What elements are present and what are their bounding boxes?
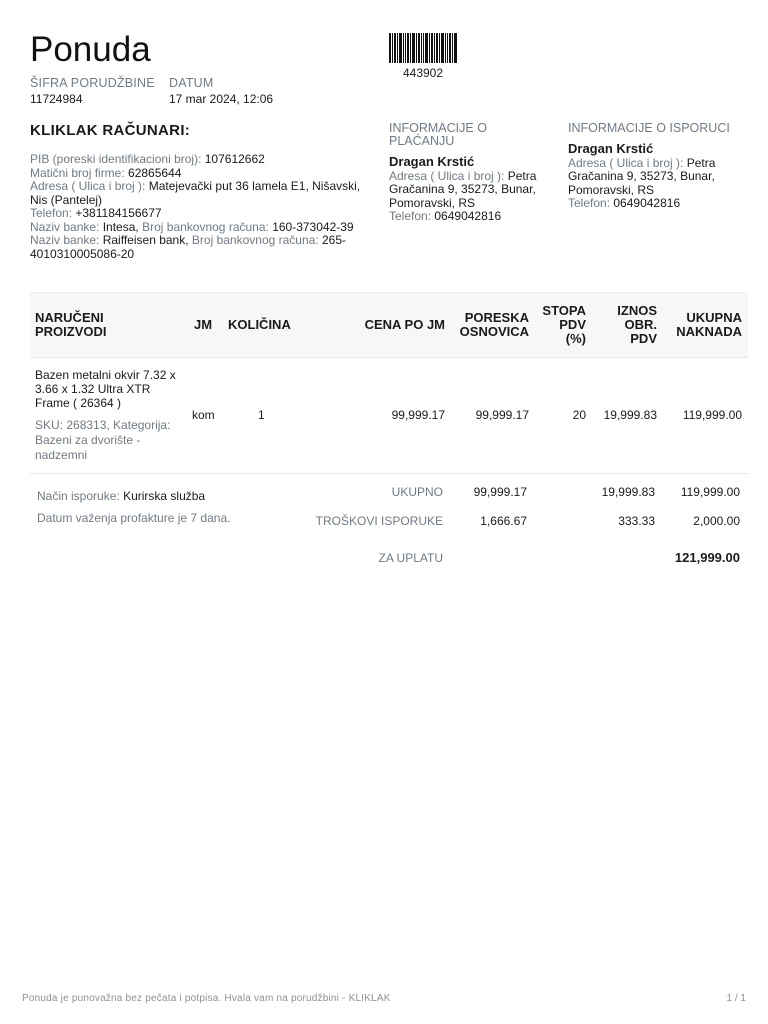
shipping-vat: 333.33: [618, 514, 655, 528]
table-header: [30, 292, 748, 358]
shipping-base: 1,666.67: [480, 514, 527, 528]
row-product-sku: SKU: 268313, Kategorija: Bazeni za dvorište - nadzemni: [35, 418, 171, 462]
seller-phone: Telefon: +381184156677: [30, 206, 162, 220]
seller-name: KLIKLAK RAČUNARI:: [30, 122, 191, 139]
order-code-label: ŠIFRA PORUDŽBINE: [30, 76, 155, 90]
col-header-unit: JM: [194, 317, 213, 332]
delivery-info: [568, 122, 733, 211]
total-base: 99,999.17: [473, 485, 527, 499]
seller-bank-2: Naziv banke: Raiffeisen bank, Broj bankovnog računa: 265-4010310005086-20: [30, 233, 347, 261]
delivery-heading: INFORMACIJE O ISPORUCI: [568, 121, 730, 135]
payable-label: ZA UPLATU: [378, 551, 443, 565]
total-sum: 119,999.00: [680, 485, 740, 499]
total-label: UKUPNO: [391, 485, 443, 499]
seller-pib: PIB (poreski identifikacioni broj): 107612662: [30, 152, 265, 166]
col-header-product: NARUČENI PROIZVODI: [35, 310, 107, 339]
row-qty: 1: [258, 408, 265, 422]
row-product-name: Bazen metalni okvir 7.32 x 3.66 x 1.32 Ultra XTR Frame ( 26364 ): [35, 368, 176, 410]
col-header-qty: KOLIČINA: [228, 317, 291, 332]
page-title: Ponuda: [30, 30, 151, 69]
row-price: 99,999.17: [391, 408, 445, 422]
date-value: 17 mar 2024, 12:06: [169, 92, 274, 106]
payment-heading: INFORMACIJE O PLAĆANJU: [389, 121, 487, 148]
col-header-rate: STOPA PDV (%): [542, 303, 586, 346]
row-base: 99,999.17: [475, 408, 529, 422]
row-vat: 19,999.83: [603, 408, 657, 422]
order-code-value: 11724984: [30, 92, 83, 106]
barcode-number: 443902: [402, 66, 444, 80]
payable-amount: 121,999.00: [674, 550, 740, 565]
barcode: [389, 33, 457, 63]
col-header-base: PORESKA OSNOVICA: [459, 310, 529, 339]
delivery-method: Način isporuke: Kurirska služba: [37, 489, 206, 503]
total-vat: 19,999.83: [601, 485, 655, 499]
delivery-phone: Telefon: 0649042816: [568, 196, 681, 210]
date-label: DATUM: [169, 76, 214, 90]
payment-name: Dragan Krstić: [389, 154, 475, 169]
payment-phone: Telefon: 0649042816: [389, 209, 502, 223]
validity-note: Datum važenja profakture je 7 dana.: [37, 511, 231, 525]
table-row: [30, 357, 748, 474]
delivery-address: Adresa ( Ulica i broj ): Petra Gračanina 9, 35273, Bunar, Pomoravski, RS: [568, 155, 716, 197]
payment-info: [389, 122, 554, 224]
payment-address: Adresa ( Ulica i broj ): Petra Gračanina 9, 35273, Bunar, Pomoravski, RS: [389, 168, 537, 210]
row-unit: kom: [192, 408, 215, 422]
row-rate: 20: [572, 408, 586, 422]
col-header-price: CENA PO JM: [364, 317, 445, 332]
col-header-total: UKUPNA NAKNADA: [676, 310, 742, 339]
shipping-label: TROŠKOVI ISPORUKE: [315, 514, 443, 528]
footer-note: Ponuda je punovažna bez pečata i potpisa. Hvala vam na porudžbini - KLIKLAK: [22, 993, 391, 1004]
seller-bank-1: Naziv banke: Intesa, Broj bankovnog računa: 160-373042-39: [30, 219, 354, 234]
seller-info: [30, 153, 380, 261]
shipping-sum: 2,000.00: [693, 514, 740, 528]
col-header-vat: IZNOS OBR. PDV: [617, 303, 657, 346]
seller-address: Adresa ( Ulica i broj ): Matejevački put 36 lamela E1, Nišavski, Nis (Pantelej): [30, 179, 361, 207]
row-total: 119,999.00: [682, 408, 742, 422]
page-counter: 1 / 1: [726, 993, 746, 1004]
seller-mb: Matični broj firme: 62865644: [30, 165, 182, 180]
delivery-name: Dragan Krstić: [568, 141, 654, 156]
